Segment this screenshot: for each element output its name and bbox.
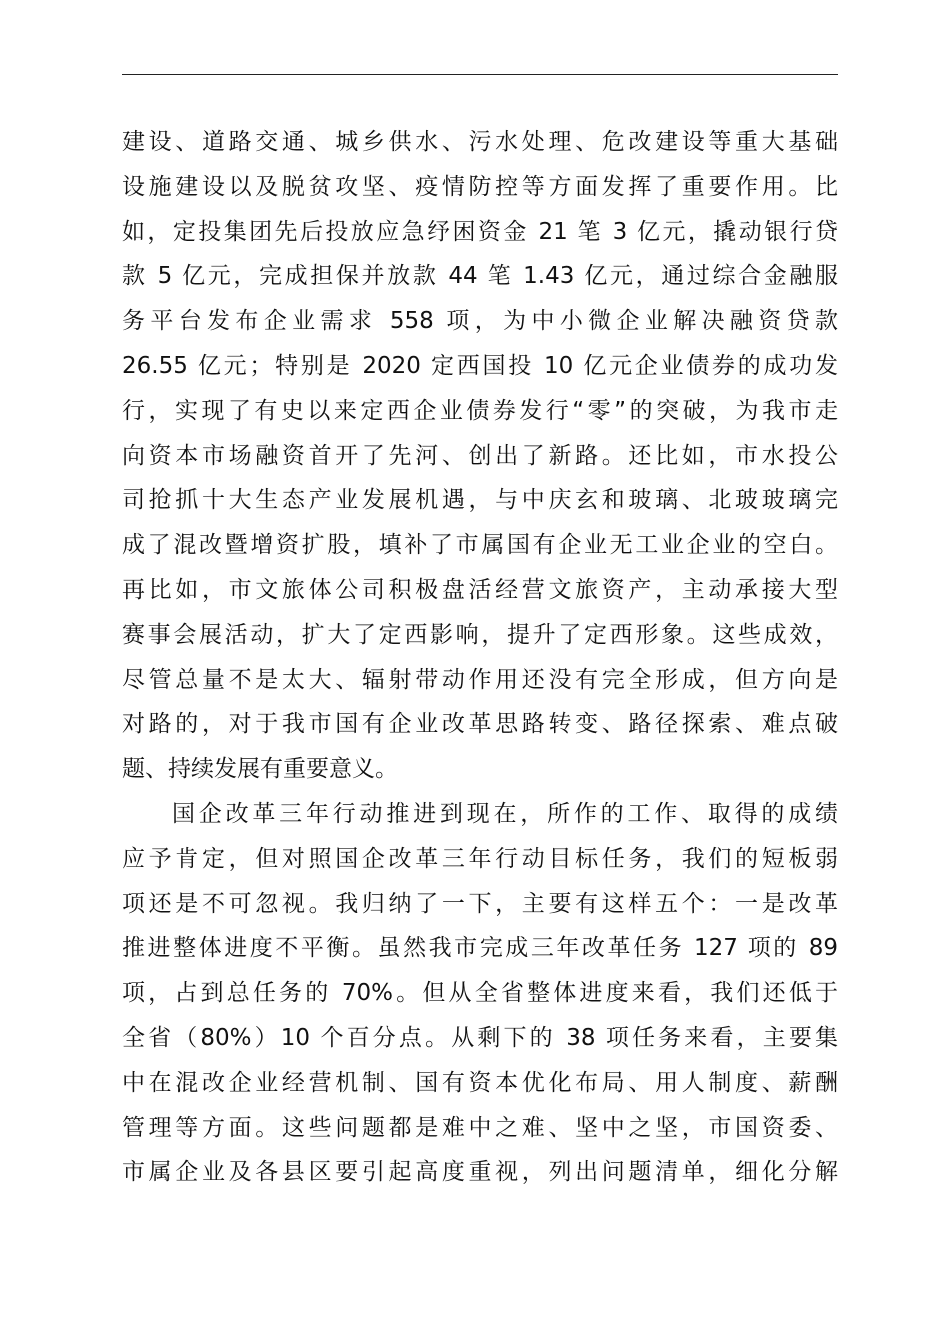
text-line: 向资本市场融资首开了先河、创出了新路。还比如，市水投公 bbox=[122, 442, 838, 469]
text-line: 设施建设以及脱贫攻坚、疫情防控等方面发挥了重要作用。比 bbox=[122, 173, 838, 200]
text-line: 题、持续发展有重要意义。 bbox=[122, 756, 398, 783]
text-line: 全省（80%）10 个百分点。从剩下的 38 项任务来看，主要集 bbox=[122, 1024, 838, 1051]
text-line: 项还是不可忽视。我归纳了一下，主要有这样五个：一是改革 bbox=[122, 890, 838, 917]
text-line: 赛事会展活动，扩大了定西影响，提升了定西形象。这些成效， bbox=[122, 621, 838, 648]
text-line: 成了混改暨增资扩股，填补了市属国有企业无工业企业的空白。 bbox=[122, 532, 838, 559]
header-rule bbox=[122, 74, 838, 75]
text-line: 行，实现了有史以来定西企业债券发行“零”的突破，为我市走 bbox=[122, 397, 838, 424]
text-line: 应予肯定，但对照国企改革三年行动目标任务，我们的短板弱 bbox=[122, 845, 838, 872]
paragraph-1 bbox=[122, 120, 838, 792]
text-line: 管理等方面。这些问题都是难中之难、坚中之坚，市国资委、 bbox=[122, 1114, 838, 1141]
text-line: 中在混改企业经营机制、国有资本优化布局、用人制度、薪酬 bbox=[122, 1069, 838, 1096]
text-line: 务平台发布企业需求 558 项，为中小微企业解决融资贷款 bbox=[122, 308, 838, 335]
text-line: 尽管总量不是太大、辐射带动作用还没有完全形成，但方向是 bbox=[122, 666, 838, 693]
text-line: 再比如，市文旅体公司积极盘活经营文旅资产，主动承接大型 bbox=[122, 576, 838, 603]
text-line: 建设、道路交通、城乡供水、污水处理、危改建设等重大基础 bbox=[122, 129, 838, 155]
text-line: 国企改革三年行动推进到现在，所作的工作、取得的成绩 bbox=[172, 800, 838, 827]
text-line: 推进整体进度不平衡。虽然我市完成三年改革任务 127 项的 89 bbox=[122, 935, 838, 962]
paragraph-2 bbox=[122, 792, 838, 1195]
text-line: 对路的，对于我市国有企业改革思路转变、路径探索、难点破 bbox=[122, 711, 838, 738]
text-line: 项，占到总任务的 70%。但从全省整体进度来看，我们还低于 bbox=[122, 980, 838, 1007]
text-line: 市属企业及各县区要引起高度重视，列出问题清单，细化分解 bbox=[122, 1159, 838, 1186]
text-line: 26.55 亿元；特别是 2020 定西国投 10 亿元企业债券的成功发 bbox=[122, 352, 838, 379]
text-line: 司抢抓十大生态产业发展机遇，与中庆玄和玻璃、北玻玻璃完 bbox=[122, 487, 838, 514]
text-line: 如，定投集团先后投放应急纾困资金 21 笔 3 亿元，撬动银行贷 bbox=[122, 218, 838, 245]
text-line: 款 5 亿元，完成担保并放款 44 笔 1.43 亿元，通过综合金融服 bbox=[122, 263, 838, 290]
body-text bbox=[122, 120, 838, 1195]
